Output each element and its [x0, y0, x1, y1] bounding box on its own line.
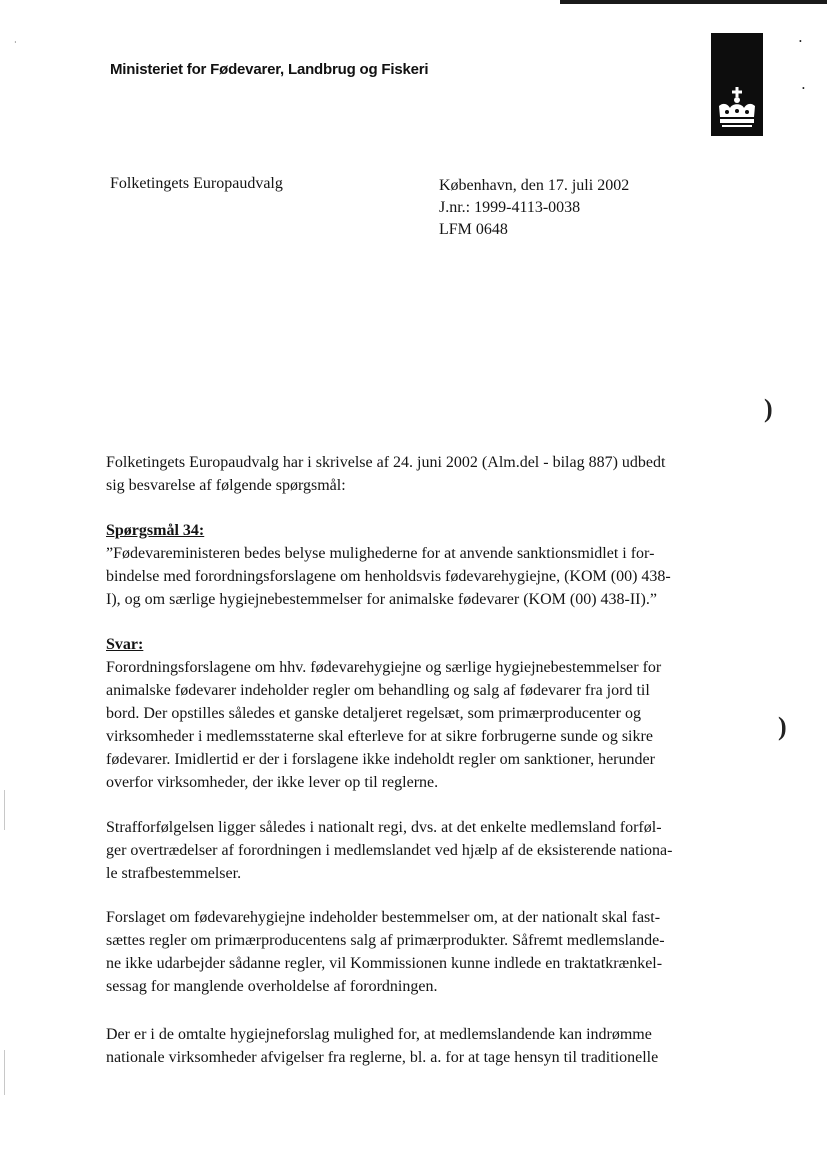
intro-paragraph	[106, 451, 706, 497]
text-line: overfor virksomheder, der ikke lever op til reglerne.	[106, 774, 439, 791]
text-line: sessag for manglende overholdelse af forordningen.	[106, 978, 438, 995]
text-line: I), og om særlige hygiejnebestemmelser for animalske fødevarer (KOM (00) 438-II).”	[106, 591, 657, 608]
punch-hole-mark: )	[778, 712, 787, 741]
answer-paragraph-2	[106, 816, 706, 885]
text-line: nationale virksomheder afvigelser fra reglerne, bl. a. for at tage hensyn til traditionelle	[106, 1049, 659, 1066]
text-line: animalske fødevarer indeholder regler om behandling og salg af fødevarer fra jord til	[106, 682, 650, 699]
journal-number: J.nr.: 1999-4113-0038	[439, 199, 581, 216]
crown-icon	[711, 33, 763, 136]
scan-speck: •	[799, 37, 802, 46]
text-line: bord. Der opstilles således et ganske detaljeret regelsæt, som primærproducenter og	[106, 705, 641, 722]
place-date: København, den 17. juli 2002	[439, 177, 630, 194]
text-line: ne ikke udarbejder sådanne regler, vil Kommissionen kunne indlede en traktatkrænkel-	[106, 955, 663, 972]
text-line: bindelse med forordningsforslagene om henholdsvis fødevarehygiejne, (KOM (00) 438-	[106, 568, 671, 585]
scan-speck: •	[802, 84, 805, 93]
punch-hole-mark: )	[764, 394, 773, 423]
text-line: fødevarer. Imidlertid er der i forslagene ikke indeholdt regler om sanktioner, herunder	[106, 751, 655, 768]
text-line: Strafforfølgelsen ligger således i nationalt regi, dvs. at det enkelte medlemsland forføl-	[106, 819, 662, 836]
scan-edge-line	[560, 0, 827, 4]
answer-section	[106, 633, 706, 794]
text-line: ger overtrædelser af forordningen i medlemslandet ved hjælp af de eksisterende nationa-	[106, 842, 673, 859]
scan-speck: ·	[14, 38, 17, 47]
scan-edge-mark	[4, 1050, 5, 1095]
scan-edge-mark	[4, 790, 5, 830]
recipient-address: Folketingets Europaudvalg	[110, 175, 283, 192]
text-line: ”Fødevareministeren bedes belyse mulighederne for at anvende sanktionsmidlet i for-	[106, 545, 655, 562]
text-line: le strafbestemmelser.	[106, 865, 242, 882]
answer-paragraph-3	[106, 906, 706, 998]
letter-meta	[439, 175, 629, 241]
ministry-logo	[711, 33, 763, 136]
reference-number: LFM 0648	[439, 221, 508, 238]
text-line: Folketingets Europaudvalg har i skrivelse af 24. juni 2002 (Alm.del - bilag 887) udbedt	[106, 454, 666, 471]
text-line: sættes regler om primærproducentens salg af primærprodukter. Såfremt medlemslande-	[106, 932, 665, 949]
text-line: virksomheder i medlemsstaterne skal efterleve for at sikre forbrugerne sunde og sikre	[106, 728, 653, 745]
question-section	[106, 519, 706, 611]
ministry-name: Ministeriet for Fødevarer, Landbrug og Fiskeri	[110, 61, 429, 78]
text-line: Forordningsforslagene om hhv. fødevarehygiejne og særlige hygiejnebestemmelser for	[106, 659, 662, 676]
answer-paragraph-4	[106, 1023, 706, 1069]
text-line: sig besvarelse af følgende spørgsmål:	[106, 477, 346, 494]
answer-heading: Svar:	[106, 636, 144, 653]
question-heading: Spørgsmål 34:	[106, 522, 205, 539]
text-line: Forslaget om fødevarehygiejne indeholder bestemmelser om, at der nationalt skal fast-	[106, 909, 661, 926]
text-line: Der er i de omtalte hygiejneforslag mulighed for, at medlemslandende kan indrømme	[106, 1026, 652, 1043]
